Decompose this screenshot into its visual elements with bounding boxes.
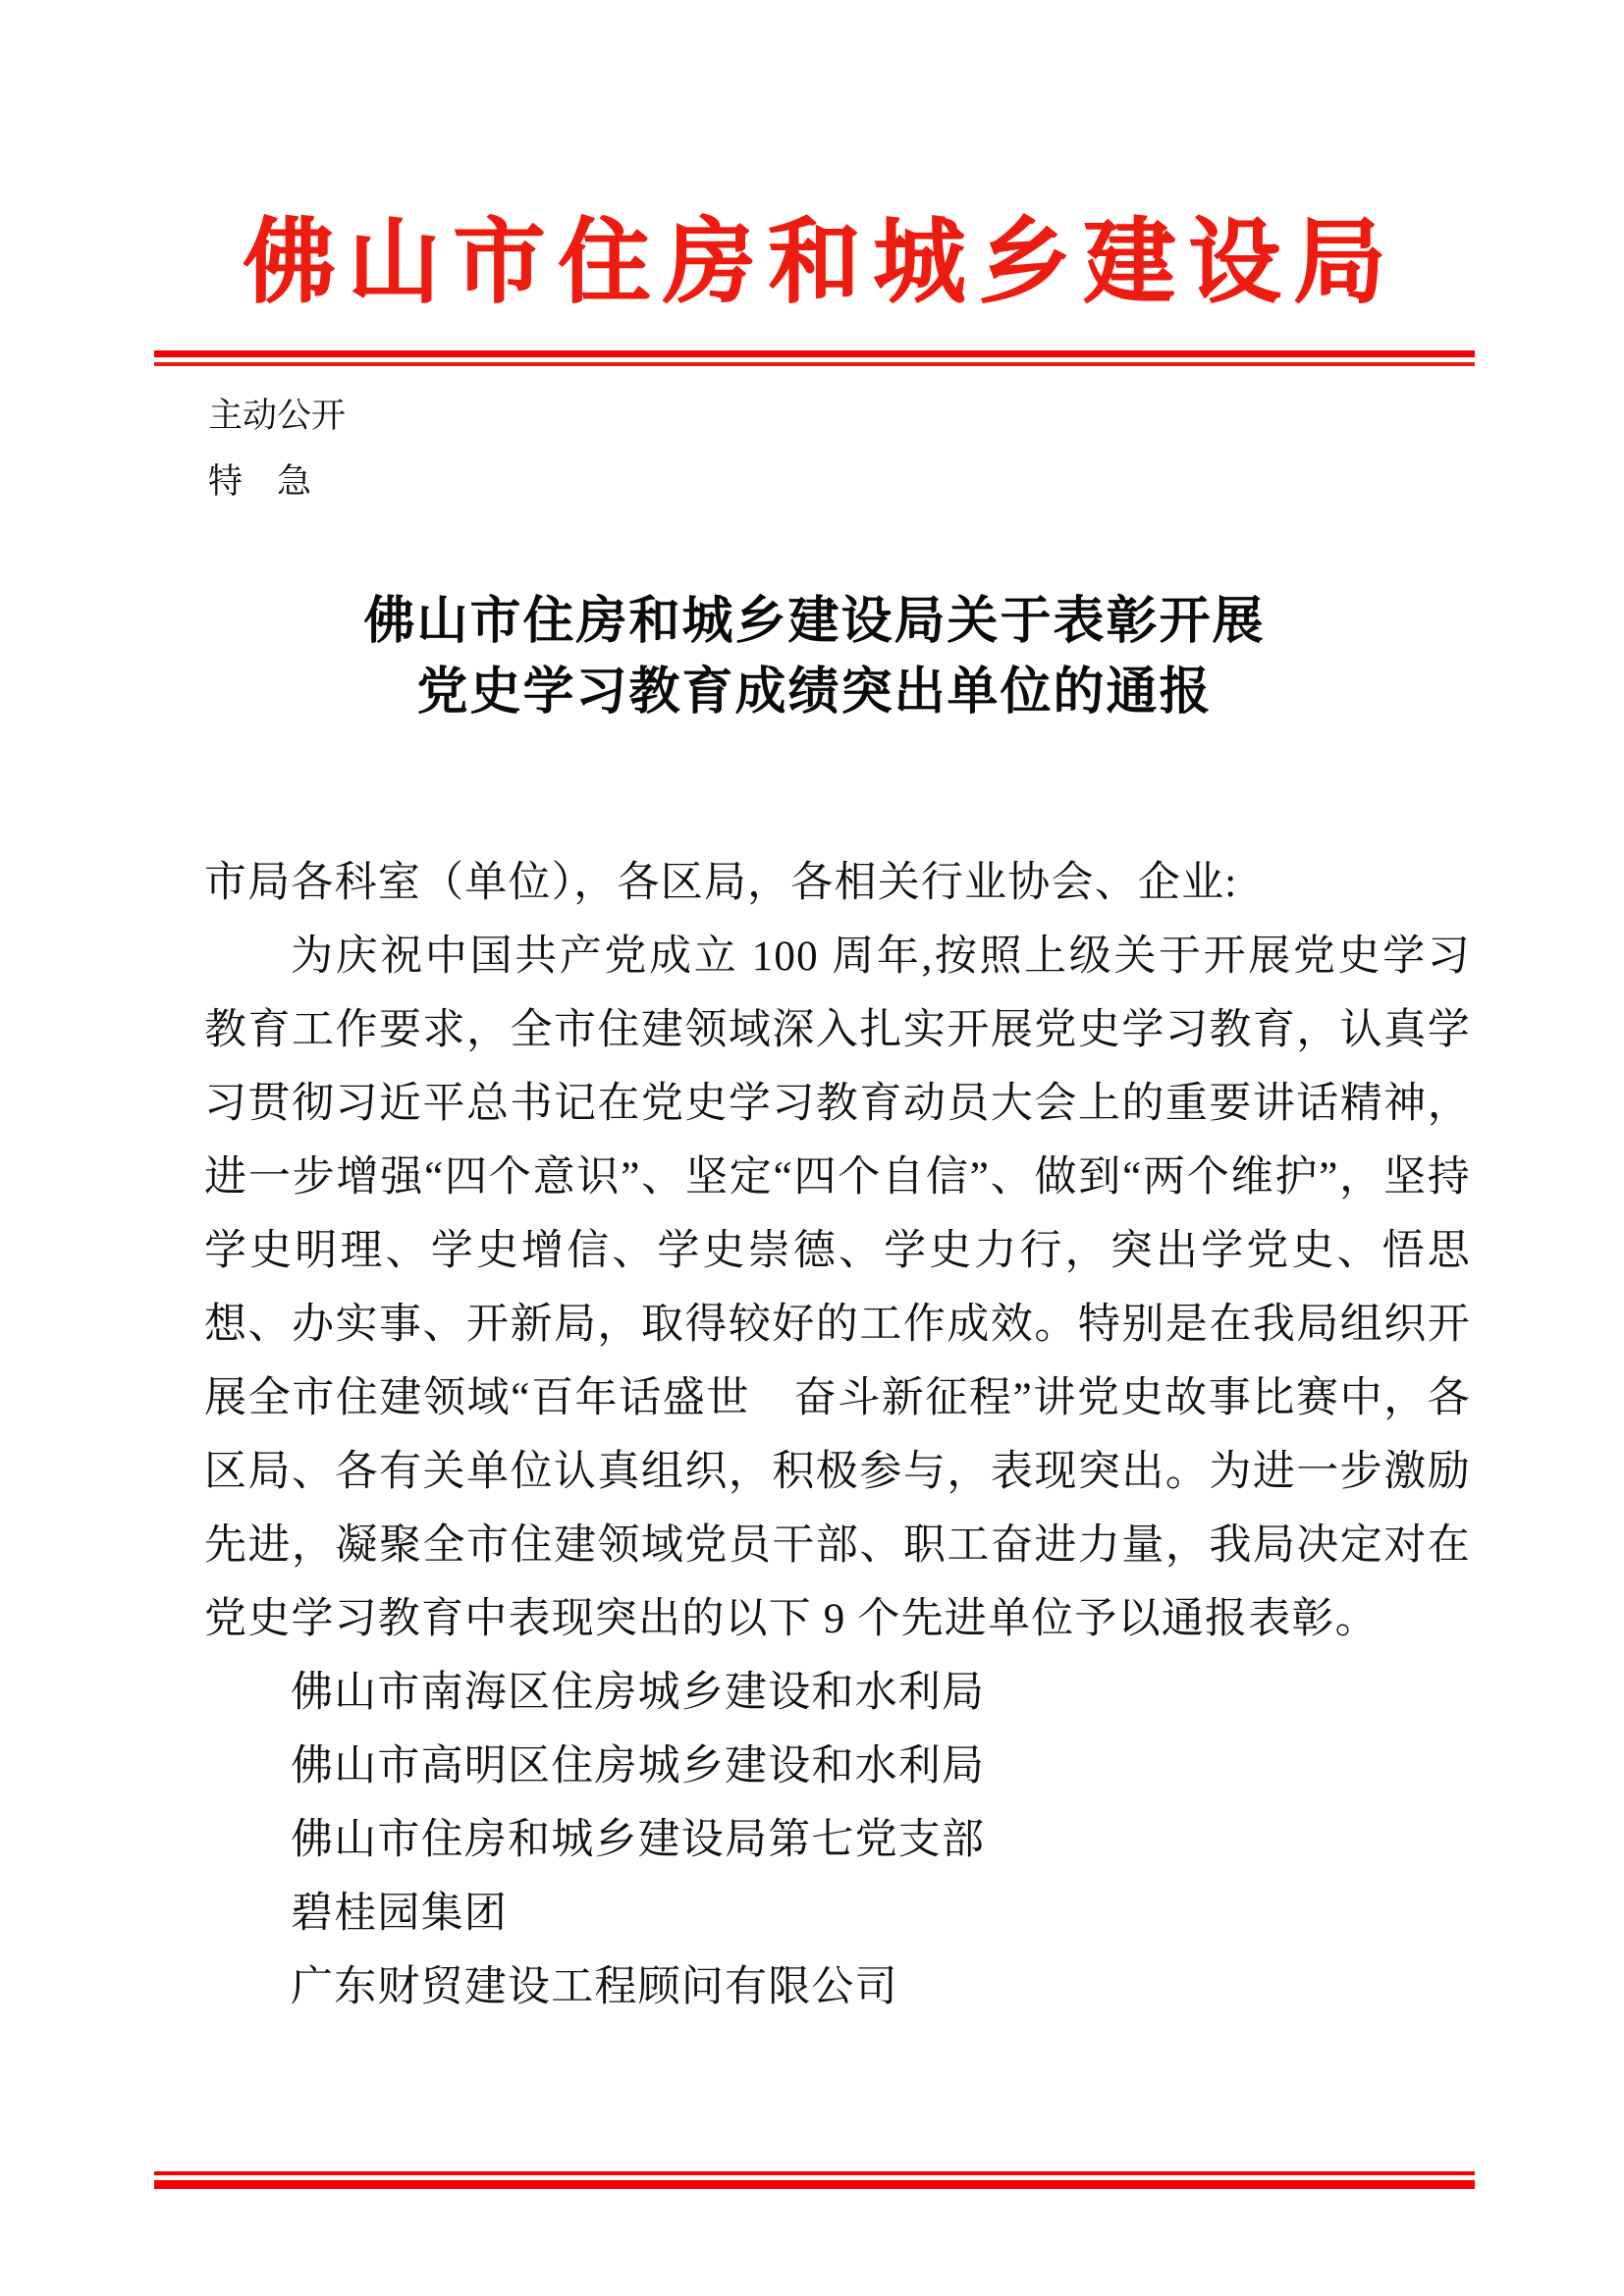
- list-item: 佛山市住房和城乡建设局第七党支部: [291, 1817, 986, 1863]
- masthead-red-double-rule: [154, 350, 1475, 366]
- document-marks: [208, 399, 895, 499]
- disclosure-mark: 主动公开: [208, 397, 347, 435]
- list-item: 佛山市高明区住房城乡建设和水利局: [291, 1743, 986, 1789]
- commended-unit-list: [204, 1656, 1471, 2024]
- masthead: [154, 214, 1475, 314]
- rule-thin-bar: [154, 362, 1475, 366]
- issuing-organization-title: 佛山市住房和城乡建设局: [243, 212, 1399, 314]
- document-title: [154, 587, 1475, 728]
- list-item: 佛山市南海区住房城乡建设和水利局: [291, 1670, 986, 1716]
- salutation: 市局各科室（单位），各区局，各相关行业协会、企业:: [204, 860, 1238, 906]
- urgency-mark: 特 急: [208, 462, 312, 501]
- footer-red-double-rule: [154, 2171, 1475, 2189]
- rule-thick-bar: [154, 2180, 1475, 2189]
- rule-thick-bar: [154, 350, 1475, 357]
- body-paragraph-1: 为庆祝中国共产党成立 100 周年,按照上级关于开展党史学习教育工作要求，全市住建领域深入扎实开展党史学习教育，认真学习贯彻习近平总书记在党史学习教育动员大会上的重要讲话精神，进一步增强“四个意识”、坚定“四个自信”、做到“两个维护”，坚持学史明理、学史增信、学史崇德、学史力行，突出学党史、悟思想、办实事、开新局，取得较好的工作成效。特别是在我局组织开展全市住建领域“百年话盛世 奋斗新征程”讲党史故事比赛中，各区局、各有关单位认真组织，积极参与，表现突出。为进一步激励先进，凝聚全市住建领域党员干部、职工奋进力量，我局决定对在党史学习教育中表现突出的以下 9 个先进单位予以通报表彰。: [204, 934, 1471, 1642]
- document-title-line-2: 党史学习教育成绩突出单位的通报: [416, 664, 1213, 721]
- document-body: [204, 846, 1471, 2024]
- list-item: 碧桂园集团: [291, 1891, 508, 1937]
- document-title-line-1: 佛山市住房和城乡建设局关于表彰开展: [363, 594, 1266, 650]
- list-item: 广东财贸建设工程顾问有限公司: [291, 1964, 898, 2010]
